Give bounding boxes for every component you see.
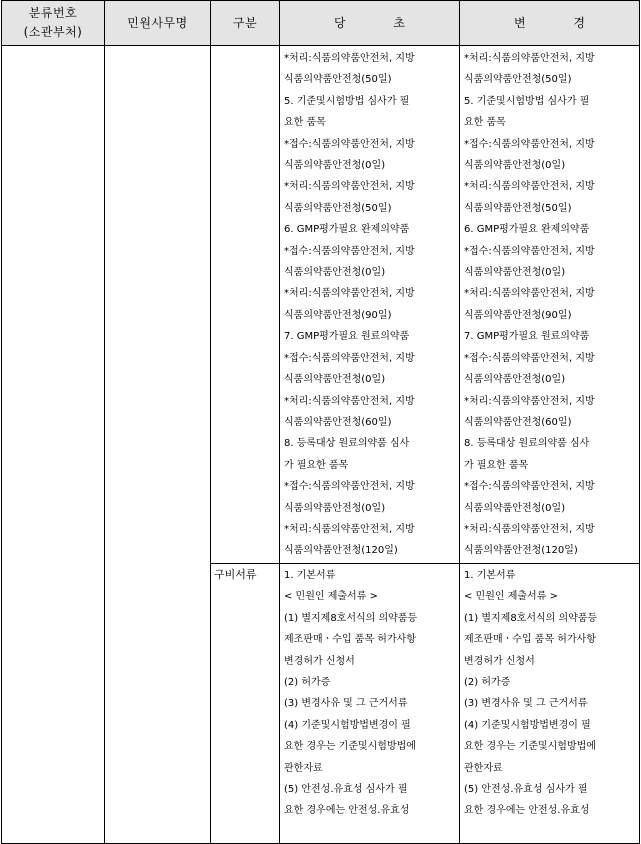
category-number-cell [2,46,105,844]
original-cell [280,564,460,844]
header-changed: 변 경 [460,1,640,46]
original-cell [280,46,460,564]
division-cell [211,564,280,844]
division-label: 구비서류 [214,568,257,581]
changed-cell [460,564,640,844]
division-cell [211,46,280,564]
changed-cell [460,46,640,564]
header-division: 구분 [211,1,280,46]
changed-text: *처리:식품의약품안전처, 지방 식품의약품안전청(50일) 5. 기준및시험방법 심사가 필 요한 품목 *접수:식품의약품안전처, 지방 식품의약품안전청(0일) *처리:식품의약품안전처, 지방 식품의약품안전청(50일) 6. GMP평가필요 완제의약품 *접수:식품의약품안전처, 지방 식품의약품안전청(0일) *처리:식품의약품안전처, 지방 식품의약품안전청(90일) 7. GMP평가필요 원료의약품 *접수:식품의약품안전처, 지방 식품의약품안전청(0일) *처리:식품의약품안전처, 지방 식품의약품안전청(60일) 8. 등록대상 원료의약품 심사 가 필요한 품목 *접수:식품의약품안전처, 지방 식품의약품안전청(0일) *처리:식품의약품안전처, 지방 식품의약품안전청(120일) [464,53,595,557]
header-original: 당 초 [280,1,460,46]
header-row [2,1,640,46]
table-row [2,46,640,564]
original-text: 1. 기본서류 < 민원인 제출서류 > (1) 별지제8호서식의 의약품등 제조판매ㆍ수입 품목 허가사항 변경허가 신청서 (2) 허가증 (3) 변경사유 및 그 근거서류 (4) 기준및시험방법변경이 필 요한 경우는 기준및시험방법에 관한자료 (5) 안전성.유효성 심사가 필 요한 경우에는 안전성.유효성 [284,570,418,817]
header-civil-affair-name: 민원사무명 [105,1,211,46]
original-text: *처리:식품의약품안전처, 지방 식품의약품안전청(50일) 5. 기준및시험방법 심사가 필 요한 품목 *접수:식품의약품안전처, 지방 식품의약품안전청(0일) *처리:식품의약품안전처, 지방 식품의약품안전청(50일) 6. GMP평가필요 완제의약품 *접수:식품의약품안전처, 지방 식품의약품안전청(0일) *처리:식품의약품안전처, 지방 식품의약품안전청(90일) 7. GMP평가필요 원료의약품 *접수:식품의약품안전처, 지방 식품의약품안전청(0일) *처리:식품의약품안전처, 지방 식품의약품안전청(60일) 8. 등록대상 원료의약품 심사 가 필요한 품목 *접수:식품의약품안전처, 지방 식품의약품안전청(0일) *처리:식품의약품안전처, 지방 식품의약품안전청(120일) [284,53,415,557]
civil-affair-name-cell [105,46,211,844]
header-category-number: 분류번호 (소관부처) [2,1,105,46]
changed-text: 1. 기본서류 < 민원인 제출서류 > (1) 별지제8호서식의 의약품등 제조판매ㆍ수입 품목 허가사항 변경허가 신청서 (2) 허가증 (3) 변경사유 및 그 근거서류 (4) 기준및시험방법변경이 필 요한 경우는 기준및시험방법에 관한자료 (5) 안전성.유효성 심사가 필 요한 경우에는 안전성.유효성 [464,570,598,817]
document-table [1,0,640,844]
